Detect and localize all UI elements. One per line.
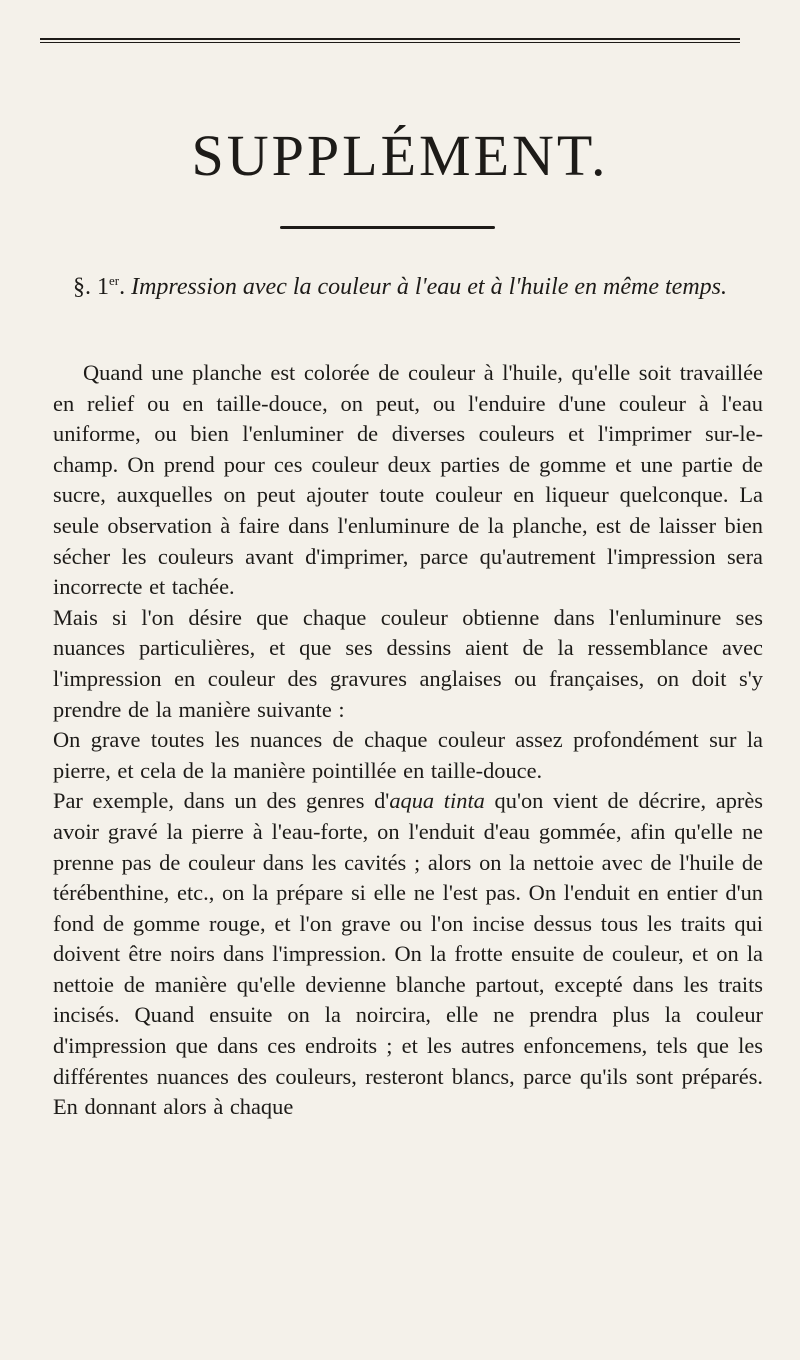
paragraph-1: Quand une planche est colorée de couleur à l'huile, qu'elle soit travaillée en relief ou en taille-douce, on peut, ou l'enduire d'une couleur à l'eau uniforme, ou bien l'enluminer de diverses couleurs et l'imprimer sur-le-champ. On prend pour ces couleur deux parties de gomme et une partie de sucre, auxquelles on peut ajouter toute couleur en liqueur quelconque. La seule observation à faire dans l'enluminure de la planche, est de laisser bien sécher les couleurs avant d'imprimer, parce qu'autrement l'impression sera incorrecte et tachée. <box>53 360 763 600</box>
section-number: 1er. <box>97 273 126 300</box>
section-heading-text: Impression avec la couleur à l'eau et à l'huile en même temps. <box>131 274 727 300</box>
title-rule <box>280 226 495 229</box>
paragraph-4-part-1: Par exemple, dans un des genres d' <box>53 788 390 814</box>
paragraph-4-italic-term: aqua tinta <box>389 788 485 814</box>
top-rule-thin <box>40 42 740 43</box>
paragraph-4-part-2: qu'on vient de décrire, après avoir gravé la pierre à l'eau-forte, on l'enduit d'eau gommée, afin qu'elle ne prenne pas de couleur dans les cavités ; alors on la nettoie avec de l'huile de térébenthine, etc., on la prépare si elle ne l'est pas. On l'enduit en entier d'un fond de gomme rouge, et l'on grave ou l'on incise dessus tous les traits qui doivent être noirs dans l'impression. On la frotte ensuite de couleur, et on la nettoie de manière qu'elle devienne blanche partout, excepté dans les traits incisés. Quand ensuite on la noircira, elle ne prendra plus la couleur d'impression que dans ces endroits ; et les autres enfoncemens, tels que les différentes nuances des couleurs, resteront blancs, parce qu'ils sont préparés. En donnant alors à chaque <box>53 788 763 1120</box>
top-rule-thick <box>40 38 740 40</box>
page-title: SUPPLÉMENT. <box>191 122 609 188</box>
section-mark: §. <box>73 274 91 300</box>
paragraph-4 <box>53 786 763 1123</box>
section-number-superscript: er <box>109 273 120 288</box>
paragraph-3: On grave toutes les nuances de chaque couleur assez profondément sur la pierre, et cela de la manière pointillée en taille-douce. <box>53 727 763 783</box>
body-text <box>53 358 763 1123</box>
section-heading <box>40 262 760 306</box>
paragraph-2: Mais si l'on désire que chaque couleur obtienne dans l'enluminure ses nuances particulières, et que ses dessins aient de la ressemblance avec l'impression en couleur des gravures anglaises ou françaises, on doit s'y prendre de la manière suivante : <box>53 604 763 722</box>
